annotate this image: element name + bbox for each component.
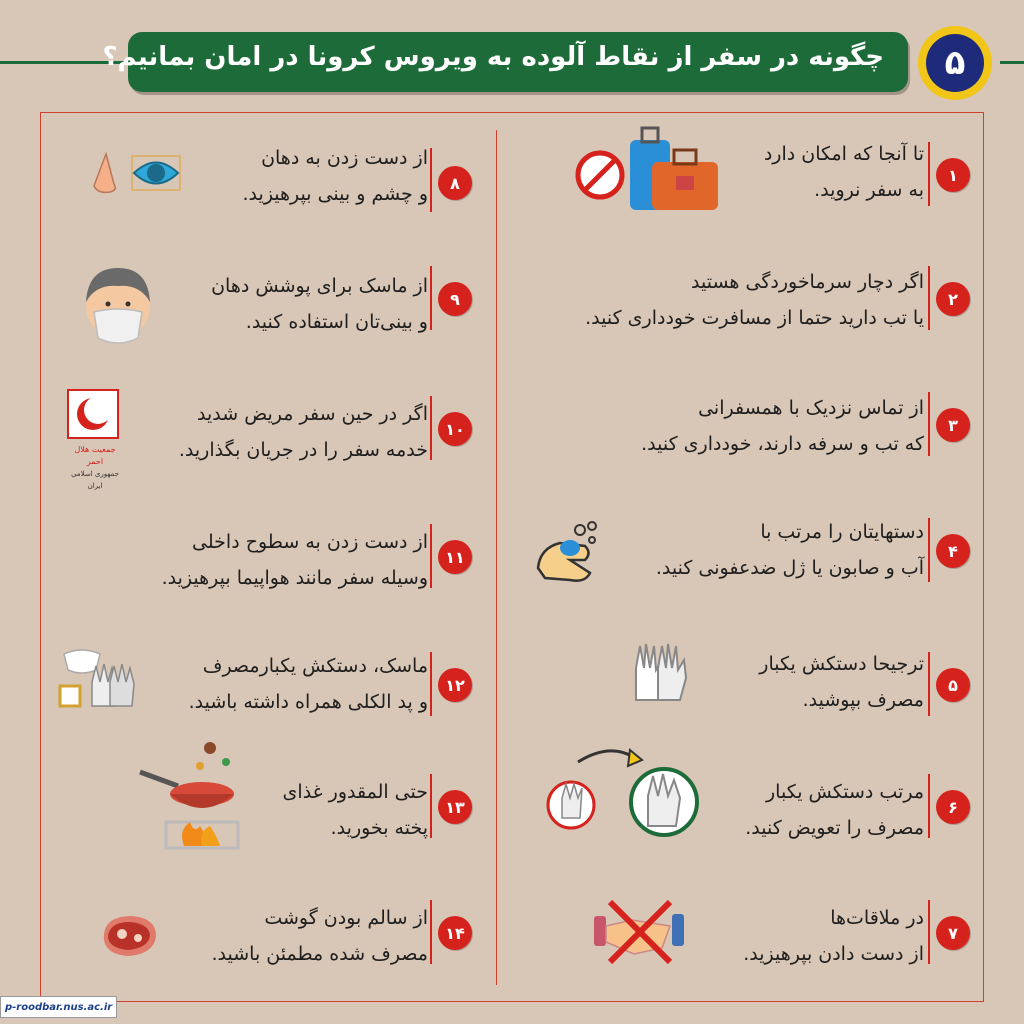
item-text: ماسک، دستکش یکبارمصرف و پد الکلی همراه داشته باشید. [188,655,428,713]
item-text: از تماس نزدیک با همسفرانی که تب و سرفه دارند، خودداری کنید. [641,397,924,455]
item-number: ۱۴ [438,916,472,950]
meat-icon [98,912,162,962]
hand-washing-icon [530,518,605,588]
item-number: ۱۱ [438,540,472,574]
item-text: از دست زدن به دهان و چشم و بینی بپرهیزید. [242,147,428,205]
item-number: ۸ [438,166,472,200]
item-number: ۷ [936,916,970,950]
item-number: ۱۳ [438,790,472,824]
title-banner [102,32,908,92]
item-bar [928,518,930,582]
item-bar [430,396,432,460]
item-bar [430,774,432,838]
item-text: از دست زدن به سطوح داخلی وسیله سفر مانند هواپیما بپرهیزید. [161,531,428,589]
no-handshake-icon [592,896,687,968]
item-text: ترجیحا دستکش یکبار مصرف بپوشید. [759,653,924,711]
item-bar [928,266,930,330]
item-number: ۱ [936,158,970,192]
item-bar [928,774,930,838]
title-number-badge [918,26,992,100]
item-bar [928,142,930,206]
item-bar [430,266,432,330]
item-text: اگر دچار سرماخوردگی هستید یا تب دارید حتما از مسافرت خودداری کنید. [585,271,924,329]
item-text: در ملاقات‌ها از دست دادن بپرهیزید. [743,907,924,965]
item-number: ۱۲ [438,668,472,702]
red-crescent-sublabel: جمهوری اسلامی ایران [71,470,119,490]
luggage-no-travel-icon [570,120,720,220]
item-text: از سالم بودن گوشت مصرف شده مطمئن باشید. [211,907,428,965]
gloves-icon [628,638,694,708]
item-number: ۹ [438,282,472,316]
frying-pan-icon [138,742,248,854]
mask-gloves-pad-icon [56,640,138,712]
item-number: ۵ [936,668,970,702]
item-number: ۴ [936,534,970,568]
item-bar [928,652,930,716]
item-number: ۱۰ [438,412,472,446]
item-text: دستهایتان را مرتب با آب و صابون یا ژل ضدعفونی کنید. [655,521,924,579]
item-bar [430,524,432,588]
item-text: اگر در حین سفر مریض شدید خدمه سفر را در جریان بگذارید. [178,403,428,461]
item-bar [430,652,432,716]
item-bar [430,148,432,212]
red-crescent-icon [66,388,124,490]
item-text: از ماسک برای پوشش دهان و بینی‌تان استفاده کنید. [211,275,428,333]
red-crescent-logo-icon [66,388,120,440]
nose-eye-icon [88,150,188,200]
title-number: ۵ [926,34,984,92]
item-number: ۲ [936,282,970,316]
item-bar [430,900,432,964]
item-text: مرتب دستکش یکبار مصرف را تعویض کنید. [745,781,924,839]
item-number: ۳ [936,408,970,442]
page-title: چگونه در سفر از نقاط آلوده به ویروس کرونا در امان بمانیم؟ [102,42,884,72]
item-number: ۶ [936,790,970,824]
title-rule-right [1000,61,1024,64]
glove-replace-icon [540,740,700,845]
item-bar [928,392,930,456]
red-crescent-label: جمعیت هلال احمر [74,445,116,466]
masked-face-icon [76,262,160,348]
source-watermark: p-roodbar.nus.ac.ir [0,996,117,1018]
item-text: تا آنجا که امکان دارد به سفر نروید. [763,143,924,201]
column-divider [496,130,497,985]
item-bar [928,900,930,964]
item-text: حتی المقدور غذای پخته بخورید. [282,781,428,839]
